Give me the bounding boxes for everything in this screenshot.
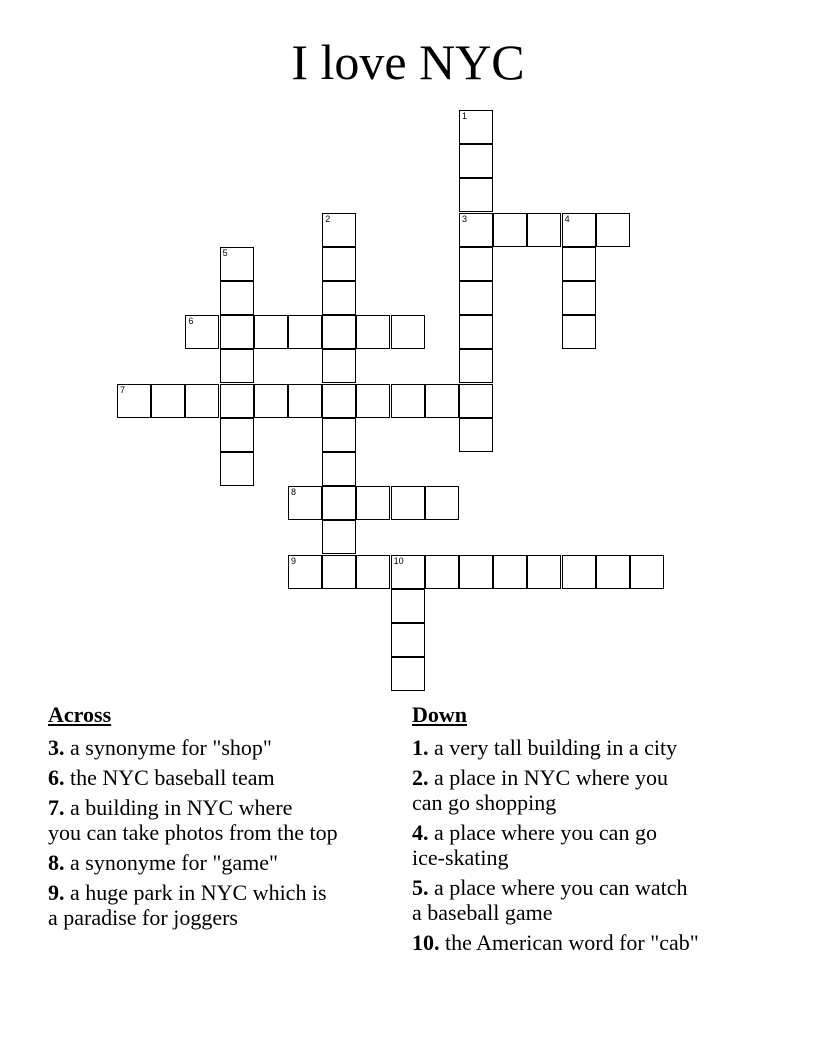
clue-number: 9 — [291, 555, 297, 566]
down-clue — [412, 930, 772, 955]
clue-number: 10 — [393, 555, 404, 566]
down-clues — [412, 700, 772, 960]
clue-text: the NYC baseball team — [70, 765, 275, 790]
grid-cell[interactable] — [391, 384, 425, 418]
clue-number: 4 — [564, 213, 570, 224]
clue-text: the American word for "cab" — [445, 930, 699, 955]
down-clue — [412, 765, 772, 815]
grid-cell[interactable] — [254, 384, 288, 418]
across-clue — [48, 795, 393, 845]
grid-cell[interactable] — [425, 486, 459, 520]
grid-cell[interactable] — [356, 315, 390, 349]
grid-cell[interactable] — [493, 213, 527, 247]
grid-cell[interactable] — [220, 349, 254, 383]
grid-cell[interactable] — [356, 384, 390, 418]
grid-cell[interactable] — [391, 623, 425, 657]
grid-cell[interactable] — [322, 349, 356, 383]
grid-cell[interactable] — [391, 486, 425, 520]
puzzle-title: I love NYC — [291, 34, 525, 90]
grid-cell[interactable] — [151, 384, 185, 418]
clue-text: ice-skating — [412, 845, 509, 870]
clue-number: 8 — [291, 487, 297, 498]
grid-cell[interactable] — [391, 589, 425, 623]
grid-cell[interactable] — [493, 555, 527, 589]
clue-number-label: 6. — [48, 765, 65, 790]
grid-cell[interactable] — [459, 315, 493, 349]
grid-cell[interactable] — [322, 213, 356, 247]
grid-cell[interactable] — [220, 384, 254, 418]
grid-cell[interactable] — [220, 315, 254, 349]
clue-number: 5 — [222, 247, 228, 258]
grid-cell[interactable] — [562, 247, 596, 281]
clue-text: a huge park in NYC which is — [70, 880, 327, 905]
grid-cell[interactable] — [630, 555, 664, 589]
grid-cell[interactable] — [596, 213, 630, 247]
grid-cell[interactable] — [322, 486, 356, 520]
grid-cell[interactable] — [356, 486, 390, 520]
grid-cell[interactable] — [322, 418, 356, 452]
grid-cell[interactable] — [459, 555, 493, 589]
clue-number-label: 1. — [412, 735, 429, 760]
clue-text: you can take photos from the top — [48, 820, 338, 845]
across-clue — [48, 765, 393, 790]
clue-number-label: 3. — [48, 735, 65, 760]
clue-text: a synonyme for "shop" — [70, 735, 272, 760]
clue-number-label: 2. — [412, 765, 429, 790]
clue-number: 7 — [120, 384, 126, 395]
clue-text: a baseball game — [412, 900, 553, 925]
grid-cell[interactable] — [459, 247, 493, 281]
clue-number-label: 10. — [412, 930, 440, 955]
down-clue — [412, 820, 772, 870]
clue-text: a place where you can watch — [434, 875, 688, 900]
grid-cell[interactable] — [220, 281, 254, 315]
clue-number-label: 5. — [412, 875, 429, 900]
grid-cell[interactable] — [220, 247, 254, 281]
grid-cell[interactable] — [459, 418, 493, 452]
grid-cell[interactable] — [288, 486, 322, 520]
across-clue-list — [48, 735, 393, 930]
clue-text: a paradise for joggers — [48, 905, 238, 930]
clue-text: a building in NYC where — [70, 795, 293, 820]
grid-cell[interactable] — [391, 555, 425, 589]
clue-number-label: 8. — [48, 850, 65, 875]
grid-cell[interactable] — [459, 281, 493, 315]
across-clue — [48, 880, 393, 930]
across-clues — [48, 700, 393, 935]
grid-cell[interactable] — [288, 384, 322, 418]
clue-number: 6 — [188, 316, 194, 327]
clue-text: a very tall building in a city — [434, 735, 678, 760]
grid-cell[interactable] — [596, 555, 630, 589]
grid-cell[interactable] — [562, 281, 596, 315]
grid-cell[interactable] — [391, 315, 425, 349]
grid-cell[interactable] — [459, 384, 493, 418]
grid-cell[interactable] — [220, 418, 254, 452]
down-clue — [412, 875, 772, 925]
grid-cell[interactable] — [459, 178, 493, 212]
grid-cell[interactable] — [562, 315, 596, 349]
grid-cell[interactable] — [527, 555, 561, 589]
clue-number: 3 — [462, 213, 468, 224]
down-clue-list — [412, 735, 772, 955]
grid-cell[interactable] — [322, 315, 356, 349]
grid-cell[interactable] — [459, 110, 493, 144]
clue-text: a place in NYC where you — [434, 765, 668, 790]
clue-number-label: 4. — [412, 820, 429, 845]
across-clue — [48, 735, 393, 760]
clue-number-label: 9. — [48, 880, 65, 905]
across-clue — [48, 850, 393, 875]
grid-cell[interactable] — [425, 555, 459, 589]
grid-cell[interactable] — [562, 213, 596, 247]
grid-cell[interactable] — [322, 452, 356, 486]
clue-number-label: 7. — [48, 795, 65, 820]
grid-cell[interactable] — [322, 555, 356, 589]
grid-cell[interactable] — [288, 555, 322, 589]
clue-text: a synonyme for "game" — [70, 850, 278, 875]
grid-cell[interactable] — [322, 281, 356, 315]
grid-cell[interactable] — [288, 315, 322, 349]
clue-text: a place where you can go — [434, 820, 657, 845]
across-heading: Across — [48, 702, 112, 727]
grid-cell[interactable] — [220, 452, 254, 486]
grid-cell[interactable] — [459, 213, 493, 247]
clue-number: 1 — [462, 111, 468, 121]
grid-cell[interactable] — [185, 384, 219, 418]
down-heading: Down — [412, 702, 468, 727]
grid-cell[interactable] — [425, 384, 459, 418]
grid-cell[interactable] — [322, 384, 356, 418]
grid-cell[interactable] — [356, 555, 390, 589]
grid-cell[interactable] — [459, 349, 493, 383]
clue-number: 2 — [325, 213, 331, 224]
down-clue — [412, 735, 772, 760]
grid-cell[interactable] — [391, 657, 425, 691]
grid-cell[interactable] — [322, 247, 356, 281]
grid-cell[interactable] — [562, 555, 596, 589]
grid-cell[interactable] — [459, 144, 493, 178]
grid-cell[interactable] — [117, 384, 151, 418]
grid-cell[interactable] — [322, 520, 356, 554]
clue-text: can go shopping — [412, 790, 557, 815]
grid-cell[interactable] — [254, 315, 288, 349]
grid-cell[interactable] — [527, 213, 561, 247]
grid-cell[interactable] — [185, 315, 219, 349]
